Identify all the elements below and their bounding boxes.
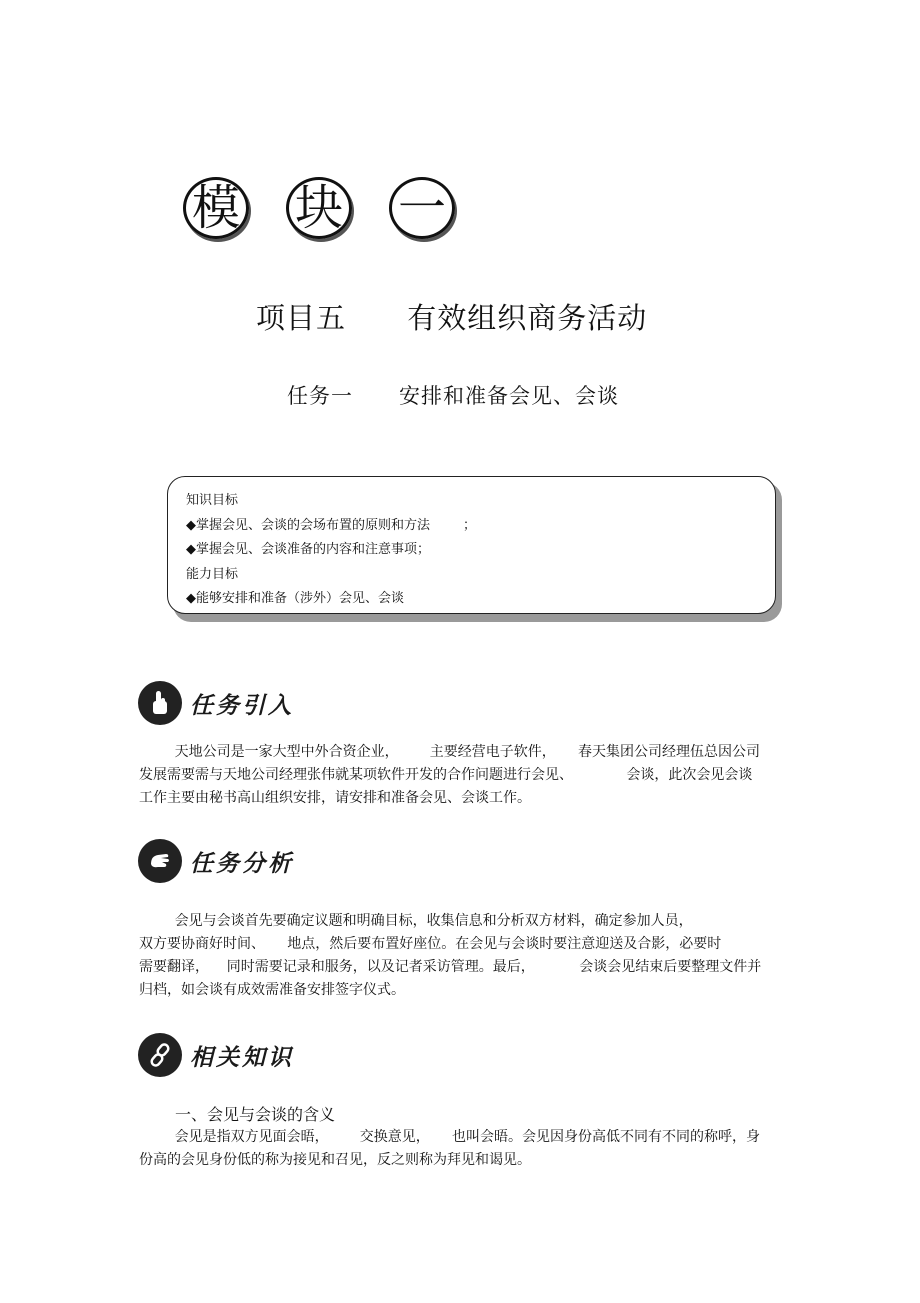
paragraph-line: 天地公司是一家大型中外合资企业， 主要经营电子软件， 春天集团公司经理伍总因公司 <box>139 744 761 760</box>
module-char-3: 一 <box>389 177 455 239</box>
hand-icon <box>138 839 182 883</box>
project-title: 项目五 有效组织商务活动 <box>256 301 648 335</box>
ability-heading: 能力目标 <box>186 566 239 582</box>
paragraph-line: 发展需要需与天地公司经理张伟就某项软件开发的合作问题进行会见、 会谈，此次会见会谈 <box>139 767 753 783</box>
paragraph-line: 会见与会谈首先要确定议题和明确目标，收集信息和分析双方材料，确定参加人员， <box>139 913 693 929</box>
section-knowledge-title: 相关知识 <box>190 1044 294 1071</box>
task-title: 任务一 安排和准备会见、会谈 <box>287 384 620 408</box>
paragraph-line: 份高的会见身份低的称为接见和召见，反之则称为拜见和谒见。 <box>139 1152 531 1168</box>
knowledge-item: ◆掌握会见、会谈准备的内容和注意事项； <box>186 542 430 557</box>
paragraph-line: 工作主要由秘书高山组织安排，请安排和准备会见、会谈工作。 <box>139 790 531 806</box>
section-analysis-heading <box>138 838 294 884</box>
section-intro-heading <box>138 680 294 726</box>
knowledge-paragraph <box>139 1126 779 1172</box>
section-analysis-title: 任务分析 <box>190 850 294 877</box>
module-char-2: 块 <box>286 177 352 239</box>
ability-item: ◆能够安排和准备（涉外）会见、会谈 <box>186 591 404 606</box>
knowledge-subheading: 一、会见与会谈的含义 <box>175 1105 336 1124</box>
module-char-1: 模 <box>183 177 249 239</box>
link-icon <box>138 1033 182 1077</box>
objectives-box <box>167 476 776 614</box>
intro-paragraph <box>139 741 779 810</box>
section-intro-title: 任务引入 <box>190 692 294 719</box>
analysis-paragraph <box>139 910 779 1002</box>
pointer-icon <box>138 681 182 725</box>
paragraph-line: 归档，如会谈有成效需准备安排签字仪式。 <box>139 982 405 998</box>
paragraph-line: 需要翻译， 同时需要记录和服务，以及记者采访管理。最后， 会谈会见结束后要整理文件并 <box>139 959 762 975</box>
paragraph-line: 会见是指双方见面会晤， 交换意见， 也叫会晤。会见因身份高低不同有不同的称呼，身 <box>139 1129 761 1145</box>
knowledge-item: ◆掌握会见、会谈的会场布置的原则和方法 ； <box>186 517 477 533</box>
knowledge-heading: 知识目标 <box>186 493 239 508</box>
paragraph-line: 双方要协商好时间、 地点，然后要布置好座位。在会见与会谈时要注意迎送及合影，必要时 <box>139 936 722 952</box>
section-knowledge-heading <box>138 1032 294 1078</box>
